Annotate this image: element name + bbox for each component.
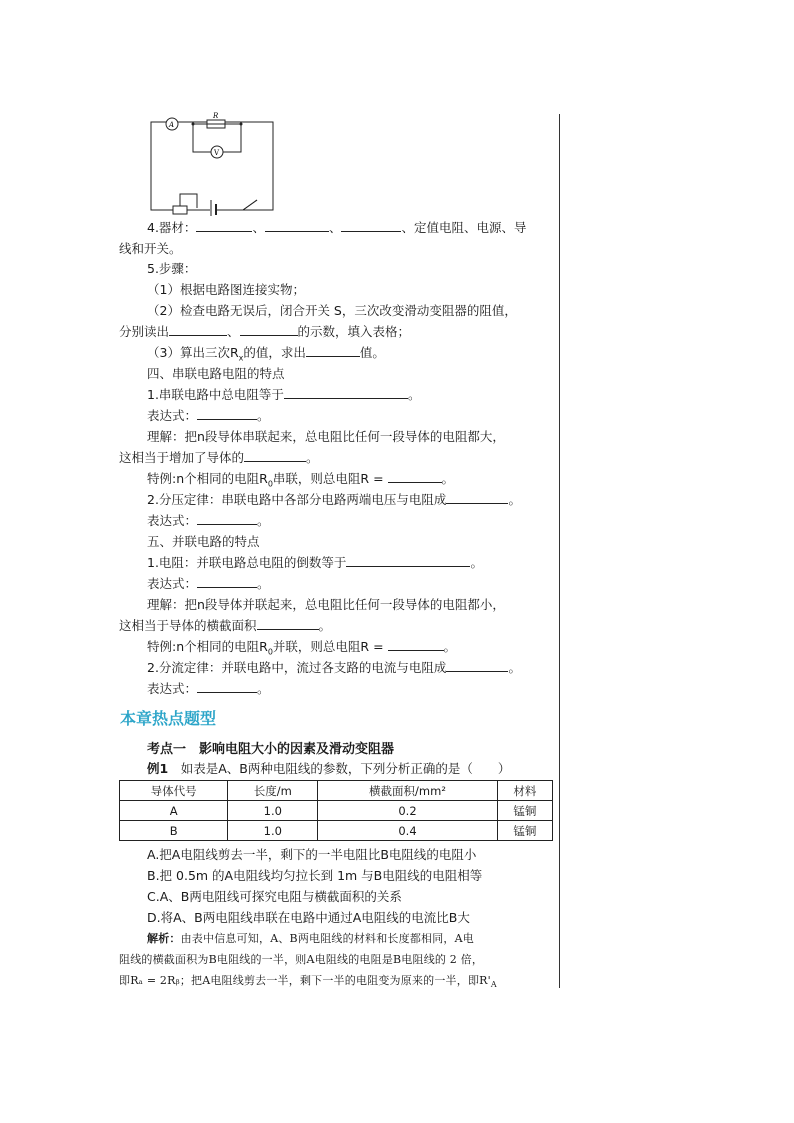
option-d: D.将A、B两电阻线串联在电路中通过A电阻线的电流比B大 <box>147 910 470 925</box>
table-cell: 1.0 <box>228 801 318 821</box>
svg-text:R: R <box>213 112 219 120</box>
option-c: C.A、B两电阻线可探究电阻与横截面积的关系 <box>147 889 402 904</box>
table-cell: 锰铜 <box>497 801 552 821</box>
svg-text:V: V <box>214 149 220 157</box>
series-expr-1: 表达式： 。 <box>147 408 270 423</box>
table-row <box>120 801 553 821</box>
table-header: 材料 <box>497 781 552 801</box>
series-special: 特例:n个相同的电阻$R_0$串联，则总电阻R = 。 <box>147 471 455 489</box>
table-header: 导体代号 <box>120 781 228 801</box>
step-3: （3）算出三次$R_x$的值，求出 值。 <box>147 345 385 363</box>
analysis-line-2: 阻线的横截面积为B电阻线的一半，则A电阻线的电阻是B电阻线的 2 倍， <box>119 953 484 966</box>
parallel-rule-1: 1.电阻：并联电路总电阻的倒数等于 。 <box>147 555 483 570</box>
table-cell: 0.4 <box>318 821 497 841</box>
current-divider-rule: 2.分流定律：并联电路中，流过各支路的电流与电阻成 。 <box>147 660 521 675</box>
table-row <box>120 821 553 841</box>
page-margin-line <box>559 114 560 988</box>
series-rule-1: 1.串联电路中总电阻等于 。 <box>147 387 421 402</box>
analysis-line-1: 解析：由表中信息可知，A、B两电阻线的材料和长度都相同，A电 <box>147 932 474 945</box>
circuit-diagram <box>147 112 277 216</box>
parameter-table <box>119 780 553 841</box>
analysis-line-3: 即Rₐ = 2Rᵦ；把A电阻线剪去一半，剩下一半的电阻变为原来的一半，即$R'_A$ <box>119 974 497 990</box>
step-2: （2）检查电路无误后，闭合开关 S，三次改变滑动变阻器的阻值， <box>147 303 517 318</box>
table-cell: 锰铜 <box>497 821 552 841</box>
series-expr-2: 表达式： 。 <box>147 513 270 528</box>
table-cell: A <box>120 801 228 821</box>
section-title: 本章热点题型 <box>120 709 217 728</box>
example-line: 例1 如表是A、B两种电阻线的参数，下列分析正确的是（ ） <box>147 761 511 776</box>
parallel-heading: 五、并联电路的特点 <box>147 534 260 549</box>
table-cell: B <box>120 821 228 841</box>
rheostat-icon <box>173 206 187 214</box>
series-heading: 四、串联电路电阻的特点 <box>147 366 285 381</box>
parallel-expr-1: 表达式： 。 <box>147 576 270 591</box>
series-understanding-2: 这相当于增加了导体的 。 <box>119 450 319 465</box>
parallel-special: 特例:n个相同的电阻$R_0$并联，则总电阻R = 。 <box>147 639 457 657</box>
voltage-divider-rule: 2.分压定律：串联电路中各部分电路两端电压与电阻成 。 <box>147 492 521 507</box>
option-b: B.把 0.5m 的A电阻线均匀拉长到 1m 与B电阻线的电阻相等 <box>147 868 483 883</box>
table-header-row <box>120 781 553 801</box>
step-2-cont: 分别读出 、 的示数，填入表格； <box>119 324 411 339</box>
series-understanding: 理解：把n段导体串联起来，总电阻比任何一段导体的电阻都大， <box>147 429 505 444</box>
equipment-line-2: 线和开关。 <box>119 241 182 256</box>
parallel-expr-2: 表达式： 。 <box>147 681 270 696</box>
table-header: 横截面积/mm² <box>318 781 497 801</box>
svg-text:A: A <box>169 121 175 129</box>
table-cell: 0.2 <box>318 801 497 821</box>
option-a: A.把A电阻线剪去一半，剩下的一半电阻比B电阻线的电阻小 <box>147 847 477 862</box>
equipment-line: 4.器材： 、 、 、定值电阻、电源、导 <box>147 220 527 235</box>
kaodian-heading: 考点一 影响电阻大小的因素及滑动变阻器 <box>147 742 395 757</box>
step-1: （1）根据电路图连接实物； <box>147 282 305 297</box>
parallel-understanding-2: 这相当于导体的横截面积 。 <box>119 618 332 633</box>
steps-heading: 5.步骤： <box>147 261 197 276</box>
table-header: 长度/m <box>228 781 318 801</box>
parallel-understanding: 理解：把n段导体并联起来，总电阻比任何一段导体的电阻都小， <box>147 597 505 612</box>
table-cell: 1.0 <box>228 821 318 841</box>
